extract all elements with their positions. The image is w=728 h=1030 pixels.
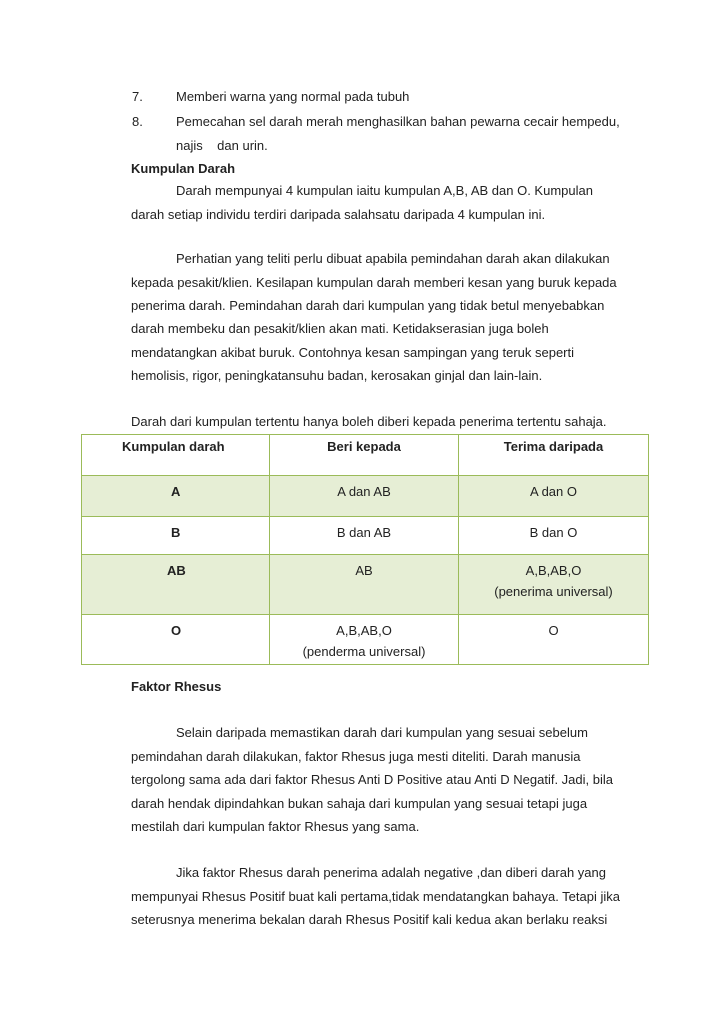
list-item-text: Memberi warna yang normal pada tubuh (176, 89, 410, 104)
paragraph-line: Darah mempunyai 4 kumpulan iaitu kumpulan A,B, AB dan O. Kumpulan (176, 183, 593, 198)
table-cell: B dan O (459, 517, 649, 555)
table-row (82, 517, 649, 555)
paragraph-line: darah setiap individu terdiri daripada salahsatu daripada 4 kumpulan ini. (131, 207, 546, 222)
paragraph-line: hemolisis, rigor, peningkatansuhu badan, kerosakan ginjal dan lain-lain. (131, 368, 543, 383)
paragraph-line: mendatangkan akibat buruk. Contohnya kesan sampingan yang teruk seperti (131, 345, 575, 360)
table-row (82, 615, 649, 665)
table-cell: A,B,AB,O (penerima universal) (459, 555, 649, 615)
section-heading: Kumpulan Darah (131, 161, 236, 176)
paragraph-line: mestilah dari kumpulan faktor Rhesus yang sama. (131, 819, 420, 834)
paragraph-line: Selain daripada memastikan darah dari kumpulan yang sesuai sebelum (176, 725, 588, 740)
table-cell: B (82, 517, 270, 555)
blood-group-table (81, 434, 649, 665)
list-number: 8. (132, 114, 143, 129)
list-item-continuation: najis dan urin. (176, 138, 268, 153)
table-cell: A (82, 476, 270, 517)
table-header-cell: Terima daripada (459, 435, 649, 476)
table-header-cell: Kumpulan darah (82, 435, 270, 476)
paragraph-line: Perhatian yang teliti perlu dibuat apabila pemindahan darah akan dilakukan (176, 251, 610, 266)
list-number: 7. (132, 89, 143, 104)
table-cell: O (82, 615, 270, 665)
paragraph-line: tergolong sama ada dari faktor Rhesus Anti D Positive atau Anti D Negatif. Jadi, bila (131, 772, 613, 787)
table-row (82, 555, 649, 615)
paragraph-line: kepada pesakit/klien. Kesilapan kumpulan darah memberi kesan yang buruk kepada (131, 275, 617, 290)
paragraph-line: pemindahan darah dilakukan, faktor Rhesus juga mesti diteliti. Darah manusia (131, 749, 581, 764)
paragraph-line: darah hendak dipindahkan bukan sahaja dari kumpulan yang sesuai tetapi juga (131, 796, 588, 811)
paragraph-line: Jika faktor Rhesus darah penerima adalah negative ,dan diberi darah yang (176, 865, 606, 880)
table-cell: AB (82, 555, 270, 615)
table-cell: A,B,AB,O (penderma universal) (270, 615, 459, 665)
table-cell: A dan AB (270, 476, 459, 517)
table-cell: A dan O (459, 476, 649, 517)
paragraph-line: Darah dari kumpulan tertentu hanya boleh diberi kepada penerima tertentu sahaja. (131, 414, 607, 429)
table-cell: O (459, 615, 649, 665)
table-cell: AB (270, 555, 459, 615)
table-cell: B dan AB (270, 517, 459, 555)
table-row (82, 476, 649, 517)
paragraph-line: darah membeku dan pesakit/klien akan mati. Ketidakserasian juga boleh (131, 321, 549, 336)
paragraph-line: mempunyai Rhesus Positif buat kali pertama,tidak mendatangkan bahaya. Tetapi jika (131, 889, 620, 904)
section-heading: Faktor Rhesus (131, 679, 222, 694)
table-header-row (82, 435, 649, 476)
list-item-text: Pemecahan sel darah merah menghasilkan bahan pewarna cecair hempedu, (176, 114, 620, 129)
paragraph-line: seterusnya menerima bekalan darah Rhesus Positif kali kedua akan berlaku reaksi (131, 912, 608, 927)
table-header-cell: Beri kepada (270, 435, 459, 476)
paragraph-line: penerima darah. Pemindahan darah dari kumpulan yang tidak betul menyebabkan (131, 298, 605, 313)
